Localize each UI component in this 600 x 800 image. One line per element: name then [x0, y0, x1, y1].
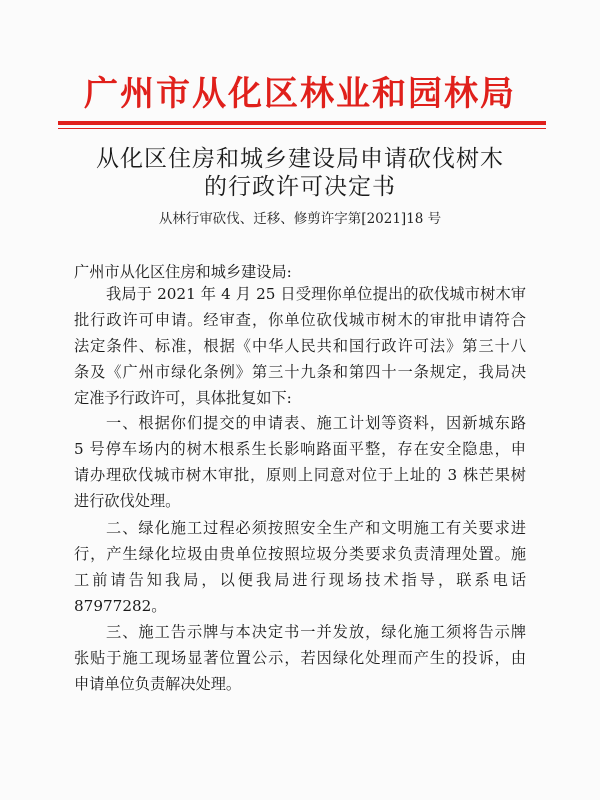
document-number: 从林行审砍伐、迁移、修剪许字第[2021]18 号	[158, 211, 442, 227]
paragraph-4-line: 申请单位负责解决处理。	[74, 675, 242, 693]
paragraph-4-line: 张贴于施工现场显著位置公示，若因绿化处理而产生的投诉，由	[74, 649, 526, 667]
document-title-line-2: 的行政许可决定书	[204, 174, 396, 200]
paragraph-4-line: 三、施工告示牌与本决定书一并发放，绿化施工须将告示牌	[106, 623, 526, 641]
paragraph-3-line: 二、绿化施工过程必须按照安全生产和文明施工有关要求进	[106, 519, 526, 537]
paragraph-2-line: 一、根据你们提交的申请表、施工计划等资料，因新城东路	[106, 414, 526, 432]
paragraph-1-line: 条及《广州市绿化条例》第三十九条和第四十一条规定，我局决	[74, 363, 526, 381]
paragraph-3-line: 87977282。	[74, 597, 167, 615]
paragraph-3-line: 工前请告知我局，以便我局进行现场技术指导，联系电话	[74, 571, 526, 589]
paragraph-2-line: 进行砍伐处理。	[74, 492, 181, 510]
paragraph-1-line: 我局于 2021 年 4 月 25 日受理你单位提出的砍伐城市树木审	[106, 285, 526, 303]
paragraph-2-line: 请办理砍伐城市树木审批，原则上同意对位于上址的 3 株芒果树	[74, 466, 526, 484]
red-header-rule-thin	[58, 128, 546, 129]
issuing-authority-header: 广州市从化区林业和园林局	[84, 74, 516, 114]
paragraph-1-line: 定准予行政许可，具体批复如下:	[74, 389, 292, 407]
addressee: 广州市从化区住房和城乡建设局:	[74, 263, 292, 281]
paragraph-2-line: 5 号停车场内的树木根系生长影响路面平整，存在安全隐患，申	[74, 440, 526, 458]
paragraph-3-line: 行，产生绿化垃圾由贵单位按照垃圾分类要求负责清理处置。施	[74, 545, 526, 563]
paragraph-1-line: 批行政许可申请。经审查，你单位砍伐城市树木的审批申请符合	[74, 311, 526, 329]
paragraph-1-line: 法定条件、标准，根据《中华人民共和国行政许可法》第三十八	[74, 337, 526, 355]
document-title-line-1: 从化区住房和城乡建设局申请砍伐树木	[96, 146, 504, 172]
red-header-rule	[58, 121, 546, 125]
